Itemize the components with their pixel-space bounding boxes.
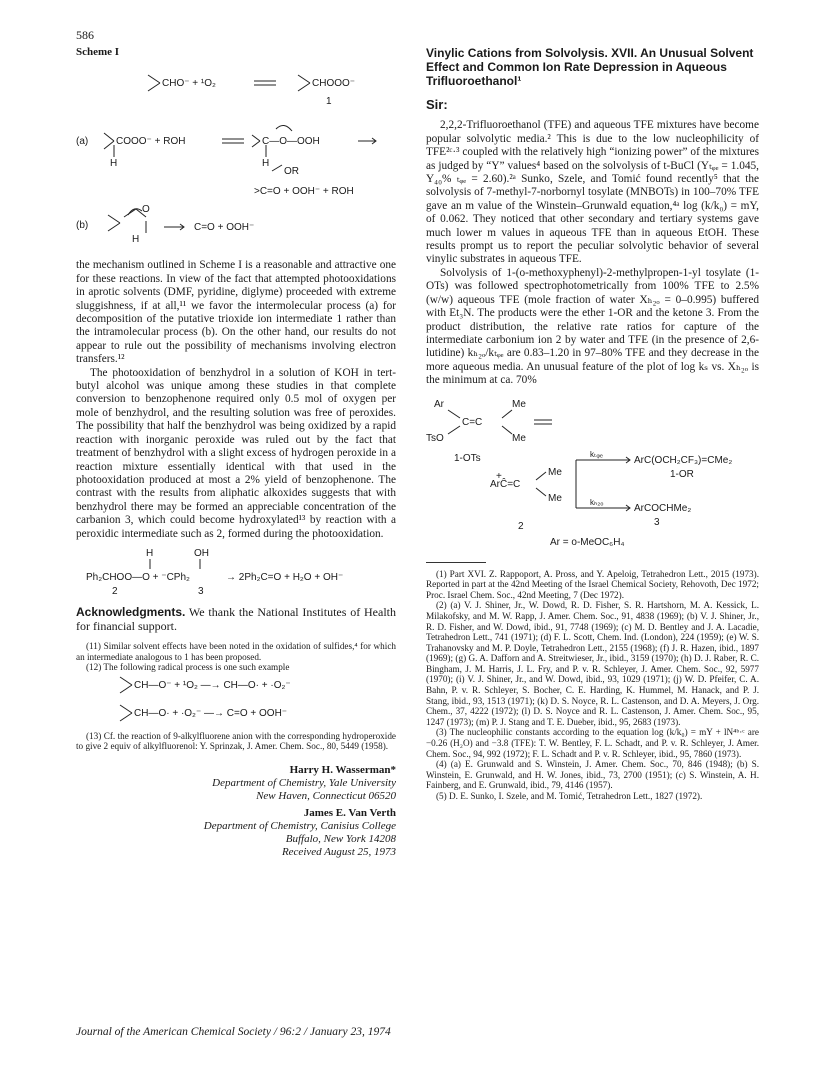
scheme-b-o: O xyxy=(142,204,150,216)
footnote-1: (1) Part XVI. Z. Rappoport, A. Pross, and Y. Apeloig, Tetrahedron Lett., 2015 (1973). Reported in part at the 42nd Meeting of the Israel Chemical Society, Rehovoth, Dec 1972; Proc. Israel Chem. Soc., 42nd Meeting, 7 (Dec 1972). xyxy=(426,568,759,600)
eq-num-3: 3 xyxy=(198,585,204,597)
eq-left: Ph₂CHOO—O + ⁻CPh₂ xyxy=(86,571,190,583)
scheme-a-label: (a) xyxy=(76,136,89,148)
author-aff1-1: Department of Chemistry, Yale University xyxy=(212,776,396,789)
article-title: Vinylic Cations from Solvolysis. XVII. An Unusual Solvent Effect and Common Ion Rate Depression in Aqueous Trifluoroethanol¹ xyxy=(426,46,754,88)
left-footnotes xyxy=(76,641,396,673)
scheme2-product-1: ArC(OCH₂CF₃)=CMe₂ xyxy=(634,454,733,466)
footnote-13: (13) Cf. the reaction of 9-alkylfluorene anion with the corresponding hydroperoxide to give 2 equiv of alkylfluorenol: Y. Sprinzak, J. Amer. Chem. Soc., 80, 5449 (1958). xyxy=(76,730,396,752)
eq-h: H xyxy=(146,547,154,559)
scheme2-me-top: Me xyxy=(512,398,526,410)
left-paragraph-2: The photooxidation of benzhydrol in a solution of KOH in tert-butyl alcohol was unique among these studies in that complete conversion to benzophenone required only 0.5 mol of oxygen per mole of benzhydrol, and the resulting solution was free of peroxides. The possibility that half the benzhydrol was being oxidized by a rapid reaction with inorganic peroxide was ruled out by the fact that treatment of benzhydrol with a slight excess of hydrogen peroxide in a reaction mixture essentially identical with that used in the photooxidation produced at most a 2% yield of benzophenone. The contrast with the results from aliphatic alkoxides suggests that with benzhydrol there may be formed an appreciable concentration of the carbanion 3, which could become hydroxylated¹³ by reaction with a peroxidic intermediate such as 2, formed during the photooxidation. xyxy=(76,366,396,540)
author-aff1-2: Department of Chemistry, Canisius College xyxy=(203,819,396,832)
right-paragraph-2: Solvolysis of 1-(o-methoxyphenyl)-2-methylpropen-1-yl tosylate (1-OTs) was followed spectrophotometrically from 100% TFE to 2.5% (w/w) aqueous TFE (mole fraction of water Xₕ₂ₒ = 0–0.995) buffered with Et₃N. The products were the ether 1-OR and the ketone 3. From the product distribution, the relative rate ratios for capture of the intermediate carbonium ion 2 by water and TFE (in the presence of 2,6-lutidine) kₕ₂ₒ/kₜᵩₑ are 0.83–1.20 in 97–80% TFE and they decrease in the more aqueous media. An unusual feature of the plot of log kₛ vs. Xₕ₂ₒ is the minimum at ca. 70% xyxy=(426,266,759,387)
scheme2-k-h2o: kₕ₂ₒ xyxy=(590,497,604,507)
scheme2-me-bottom: Me xyxy=(512,432,526,444)
footnote-4: (4) (a) E. Grunwald and S. Winstein, J. Amer. Chem. Soc., 70, 846 (1948); (b) S. Winstein, E. Grunwald, and H. W. Jones, ibid., 73, 2700 (1951); (c) S. Winstein, A. H. Fainberg, and E. Grunwald, ibid., 79, 4146 (1957). xyxy=(426,759,759,791)
footnote-3: (3) The nucleophilic constants according to the equation log (k/k₀) = mY + lN⁴ᵇ·ᶜ are −0.26 (H₂O) and −3.8 (TFE): T. W. Bentley, F. L. Schadt, and P. v. R. Schleyer, J. Amer. Chem. Soc., 94, 992 (1972); F. L. Schadt and P. v. R. Schleyer, ibid., 95, 7860 (1973). xyxy=(426,727,759,759)
scheme2-product-2: ArCOCHMe₂ xyxy=(634,502,692,514)
scheme-row1-right: CHOOO⁻ xyxy=(312,78,356,90)
footnote-13-block xyxy=(76,731,396,752)
scheme-2 xyxy=(426,396,759,554)
footnote-11: (11) Similar solvent effects have been noted in the oxidation of sulfides,⁴ for which an intermediate analogous to 1 has been proposed. xyxy=(76,640,396,662)
ack-text: We thank the National Institutes of Health for financial support. xyxy=(76,604,396,633)
scheme-b-h: H xyxy=(132,234,140,246)
scheme-label: Scheme I xyxy=(76,46,120,58)
equation-2 xyxy=(76,547,396,599)
radical-step-2: CH—O· + ·O₂⁻ —→ C=O + OOH⁻ xyxy=(134,707,288,719)
scheme-row1-number: 1 xyxy=(326,96,332,108)
acknowledgments xyxy=(76,605,396,633)
scheme2-cation: ArĈ=C xyxy=(490,478,521,490)
scheme2-tso: TsO xyxy=(426,432,444,444)
ack-label: Acknowledgments. xyxy=(76,604,186,619)
footnote-2: (2) (a) V. J. Shiner, Jr., W. Dowd, R. D. Fisher, S. R. Hartshorn, M. A. Kessick, L. Milakofsky, and M. W. Rapp, J. Amer. Chem. Soc., 91, 4838 (1969); (b) V. J. Shiner, Jr., R. D. Fisher, and W. Dowd, ibid., 91, 7748 (1969); (c) M. D. Bentley and J. A. Lacadie, Tetrahedron Lett., 741 (1971); (d) F. L. Scott, Chem. Ind. (London), 224 (1959); (e) W. S. Trahanovsky and M. P. Doyle, Tetrahedron Lett., 2155 (1968); (f) J. R. Hazen, ibid., 1897 (1969); (g) G. A. Dafforn and A. Streitwieser, Jr., ibid., 3159 (1970); (h) D. J. Raber, R. C. Bingham, J. M. Harris, J. L. Fry, and P. v. R. Schleyer, J. Amer. Chem. Soc., 92, 5977 (1970); (i) V. J. Shiner, Jr., and W. Dowd, ibid., 93, 1029 (1971); (j) W. D. Pfeifer, C. A. Bahn, P. v. R. Schleyer, S. Bocher, C. E. Harding, K. Hummel, M. Hanack, and P. J. Stang, ibid., 93, 1513 (1971); (k) D. S. Noyce, R. L. Castenson, and D. A. Meyers, J. Org. Chem., 37, 4222 (1972); (l) D. S. Noyce and R. L. Castenson, J. Amer. Chem. Soc., 95, 1247 (1973); (m) P. J. Stang and T. E. Dueber, ibid., 95, 2683 (1973). xyxy=(426,600,759,727)
scheme2-cc: C=C xyxy=(462,416,483,428)
right-footnotes xyxy=(426,569,759,802)
salutation: Sir: xyxy=(426,97,448,112)
scheme2-ar-definition: Ar = o-MeOC₆H₄ xyxy=(550,536,625,548)
author-name-2: James E. Van Verth xyxy=(303,806,396,819)
radical-scheme xyxy=(76,673,396,731)
left-paragraph-1: the mechanism outlined in Scheme I is a reasonable and attractive one for these reactions. In view of the fact that attempted photooxidations in aprotic solvents (DMF, pyridine, diglyme) proceeded with extreme sluggishness, if at all,¹¹ we favor the intermolecular process (a) for decomposition of the putative trioxide ion intermediate 1 rather than the intramolecular process (b). On the other hand, our results do not appear to rule out the possibility of mechanisms involving electron transfers.¹² xyxy=(76,259,396,366)
left-column xyxy=(76,46,396,859)
scheme2-num-3: 3 xyxy=(654,516,660,528)
scheme-a-products: >C=O + OOH⁻ + ROH xyxy=(254,186,354,198)
scheme-a-h2: H xyxy=(262,158,270,170)
scheme-a-h: H xyxy=(110,158,118,170)
footnote-12: (12) The following radical process is one such example xyxy=(86,662,290,673)
scheme-a-left: COOO⁻ + ROH xyxy=(116,136,186,148)
radical-step-1: CH—O⁻ + ¹O₂ —→ CH—O· + ·O₂⁻ xyxy=(134,679,291,691)
scheme2-num-2: 2 xyxy=(518,520,524,532)
eq-oh: OH xyxy=(194,547,209,559)
scheme2-ar: Ar xyxy=(434,398,444,410)
footnote-divider xyxy=(426,562,486,563)
author-aff2-1: New Haven, Connecticut 06520 xyxy=(256,789,396,802)
author-aff2-2: Buffalo, New York 14208 xyxy=(285,832,396,845)
scheme2-k-tfe: kₜᵩₑ xyxy=(590,449,603,459)
footnote-5: (5) D. E. Sunko, I. Szele, and M. Tomić, Tetrahedron Lett., 1827 (1972). xyxy=(436,791,703,801)
scheme-row1-left: CHO⁻ + ¹O₂ xyxy=(162,78,216,90)
right-paragraph-1: 2,2,2-Trifluoroethanol (TFE) and aqueous TFE mixtures have become popular solvolytic media.² This is due to the low nucleophilicity of TFE²ᶜ·³ coupled with the relatively high “ionizing power” of the mixtures as judged by “Y” values⁴ based on the solvolysis of t-BuCl (Yₜᵩₑ = 1.045, Y₄₀% ₜᵩₑ = 2.60).²ᵃ Sunko, Szele, and Tomić found recently⁵ that the solvolysis of 7-methyl-7-norbornyl tosylate (MNBOTs) in 100–70% TFE gave an m value of the Winstein–Grunwald equation,⁴ᵃ log (k/k₀) = mY, of 0.062. They noticed that other secondary and tertiary systems gave much lower m values in aqueous TFE than in aqueous EtOH. These results prompt us to report the peculiar solvolytic behavior of several vinylic substrates in aqueous TFE. xyxy=(426,119,759,266)
scheme2-me-cation-bottom: Me xyxy=(548,492,562,504)
journal-footer: Journal of the American Chemical Society / 96:2 / January 23, 1974 xyxy=(76,1026,391,1038)
scheme2-me-cation-top: Me xyxy=(548,466,562,478)
right-column xyxy=(426,46,759,802)
received-date: Received August 25, 1973 xyxy=(281,845,396,858)
eq-right: → 2Ph₂C=O + H₂O + OH⁻ xyxy=(226,571,344,583)
scheme-bonds xyxy=(76,65,396,285)
author-name-1: Harry H. Wasserman* xyxy=(289,763,396,776)
author-block-2 xyxy=(76,807,396,859)
eq-num-2: 2 xyxy=(112,585,118,597)
scheme2-label-1ots: 1-OTs xyxy=(454,452,481,464)
scheme-b-label: (b) xyxy=(76,220,89,232)
scheme-1 xyxy=(76,65,396,285)
scheme2-product-1-label: 1-OR xyxy=(670,468,694,480)
scheme-a-mid: C—O—OOH xyxy=(262,136,320,148)
scheme-b-products: C=O + OOH⁻ xyxy=(194,222,255,234)
scheme-a-or: OR xyxy=(284,166,299,178)
page-number: 586 xyxy=(76,28,94,42)
scheme2-plus: + xyxy=(496,470,502,482)
author-block-1 xyxy=(76,764,396,803)
